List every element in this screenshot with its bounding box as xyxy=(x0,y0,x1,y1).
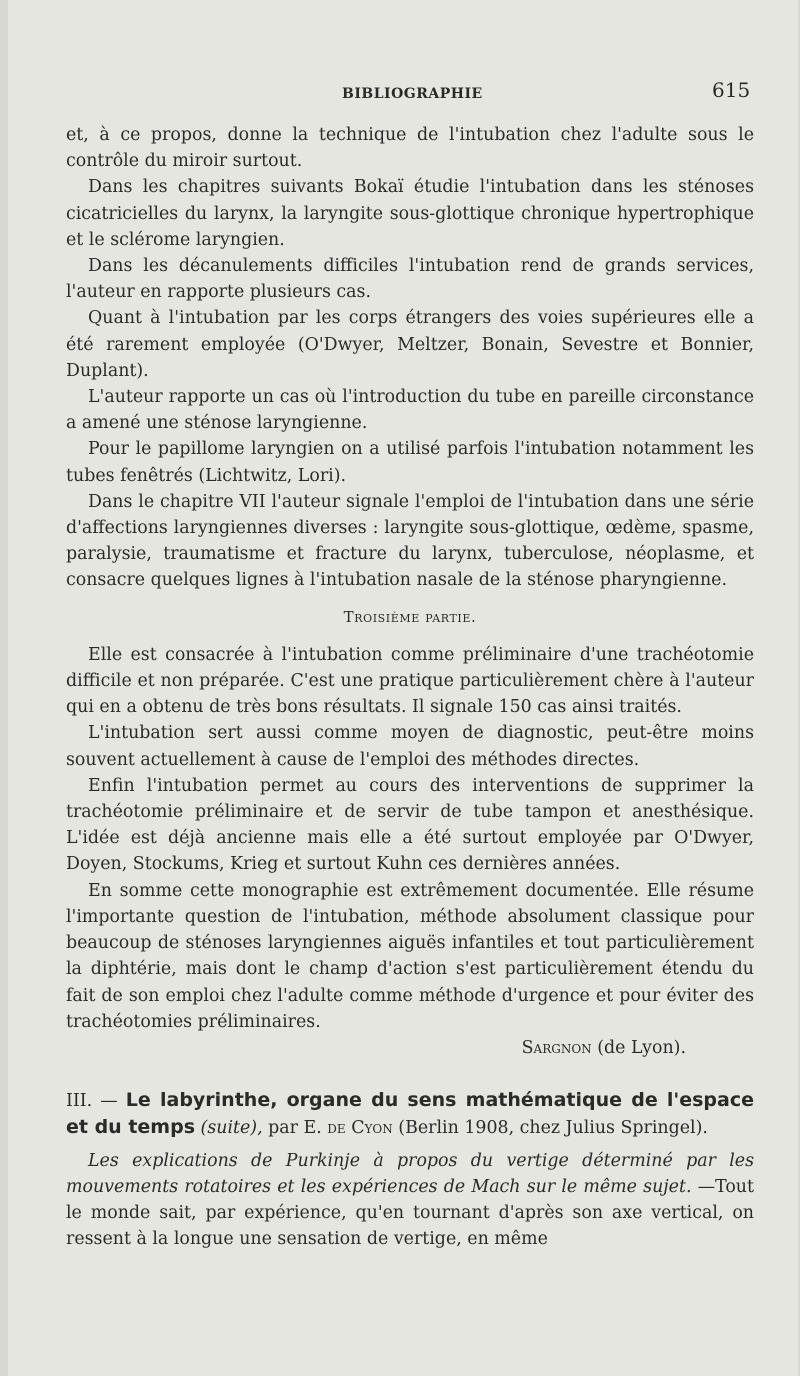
paragraph xyxy=(66,1148,754,1253)
paragraph: Elle est consacrée à l'intubation comme préliminaire d'une trachéotomie difficile et non préparée. C'est une pratique particulièrement chère à l'auteur qui en a obtenu de très bons résultats. Il signale 150 cas ainsi traités. xyxy=(66,644,754,718)
running-head: BIBLIOGRAPHIE xyxy=(342,86,483,102)
page-header xyxy=(0,78,800,110)
item-title: Le labyrinthe, organe du sens mathématique de l'espace et du temps xyxy=(66,1089,755,1139)
paragraph: et, à ce propos, donne la technique de l'intubation chez l'adulte sous le contrôle du miroir surtout. xyxy=(66,125,754,172)
item-by: par E. xyxy=(268,1118,322,1139)
item-number: III. — xyxy=(66,1091,118,1112)
signature xyxy=(66,1035,754,1061)
paragraph: Dans les décanulements difficiles l'intubation rend de grands services, l'auteur en rapporte plusieurs cas. xyxy=(66,256,754,303)
paragraph: En somme cette monographie est extrêmement documentée. Elle résume l'importante question de l'intubation, méthode absolument classique pour beaucoup de sténoses laryngiennes aiguës infantiles et tout particulièrement la diphtérie, mais dont le champ d'action s'est particulièrement étendu du fait de son emploi chez l'adulte comme méthode d'urgence et pour éviter des trachéotomies préliminaires. xyxy=(66,880,754,1032)
paragraph: Pour le papillome laryngien on a utilisé parfois l'intubation notamment les tubes fenêtrés (Lichtwitz, Lori). xyxy=(66,439,754,486)
paragraph: Enfin l'intubation permet au cours des interventions de supprimer la trachéotomie préliminaire et de servir de tube tampon et anesthésique. L'idée est déjà ancienne mais elle a été surtout employée par O'Dwyer, Doyen, Stockums, Krieg et surtout Kuhn ces dernières années. xyxy=(66,775,754,875)
page-body xyxy=(66,122,754,1252)
section-heading: Troisième partie. xyxy=(343,607,477,626)
italic-lead: Les explications de Purkinje à propos du vertige déterminé par les mouvements rotatoires et les expériences de Mach sur le même sujet. xyxy=(66,1150,754,1197)
paragraph: Dans le chapitre VII l'auteur signale l'emploi de l'intubation dans une série d'affections laryngiennes diverses : laryngite sous-glottique, œdème, spasme, paralysie, traumatisme et fracture du larynx, tuberculose, néoplasme, et consacre quelques lignes à l'intubation nasale de la sténose pharyngienne. xyxy=(66,491,754,591)
paragraph: L'auteur rapporte un cas où l'introduction du tube en pareille circonstance a amené une sténose laryngienne. xyxy=(66,387,754,434)
signature-place: (de Lyon). xyxy=(597,1037,686,1058)
item-suite: (suite), xyxy=(200,1118,263,1139)
item-publisher: (Berlin 1908, chez Julius Springel). xyxy=(398,1118,708,1139)
paragraph-text: —Tout le monde sait, par expérience, qu'en tournant d'après son axe vertical, on ressent à la longue une sensation de vertige, en même xyxy=(66,1176,754,1250)
page-number: 615 xyxy=(712,78,751,102)
author-name: Cyon xyxy=(351,1118,393,1139)
paragraph: Dans les chapitres suivants Bokaï étudie l'intubation dans les sténoses cicatricielles du larynx, la laryngite sous-glottique chronique hypertrophique et le sclérome laryngien. xyxy=(66,177,754,250)
bibliography-item xyxy=(66,1087,754,1141)
author-prefix: de xyxy=(327,1118,346,1139)
paragraph: L'intubation sert aussi comme moyen de diagnostic, peut-être moins souvent actuellement à cause de l'emploi des méthodes directes. xyxy=(66,723,754,770)
signature-name: Sargnon xyxy=(521,1037,592,1058)
paragraph: Quant à l'intubation par les corps étrangers des voies supérieures elle a été rarement employée (O'Dwyer, Meltzer, Bonain, Sevestre et Bonnier, Duplant). xyxy=(66,308,754,381)
